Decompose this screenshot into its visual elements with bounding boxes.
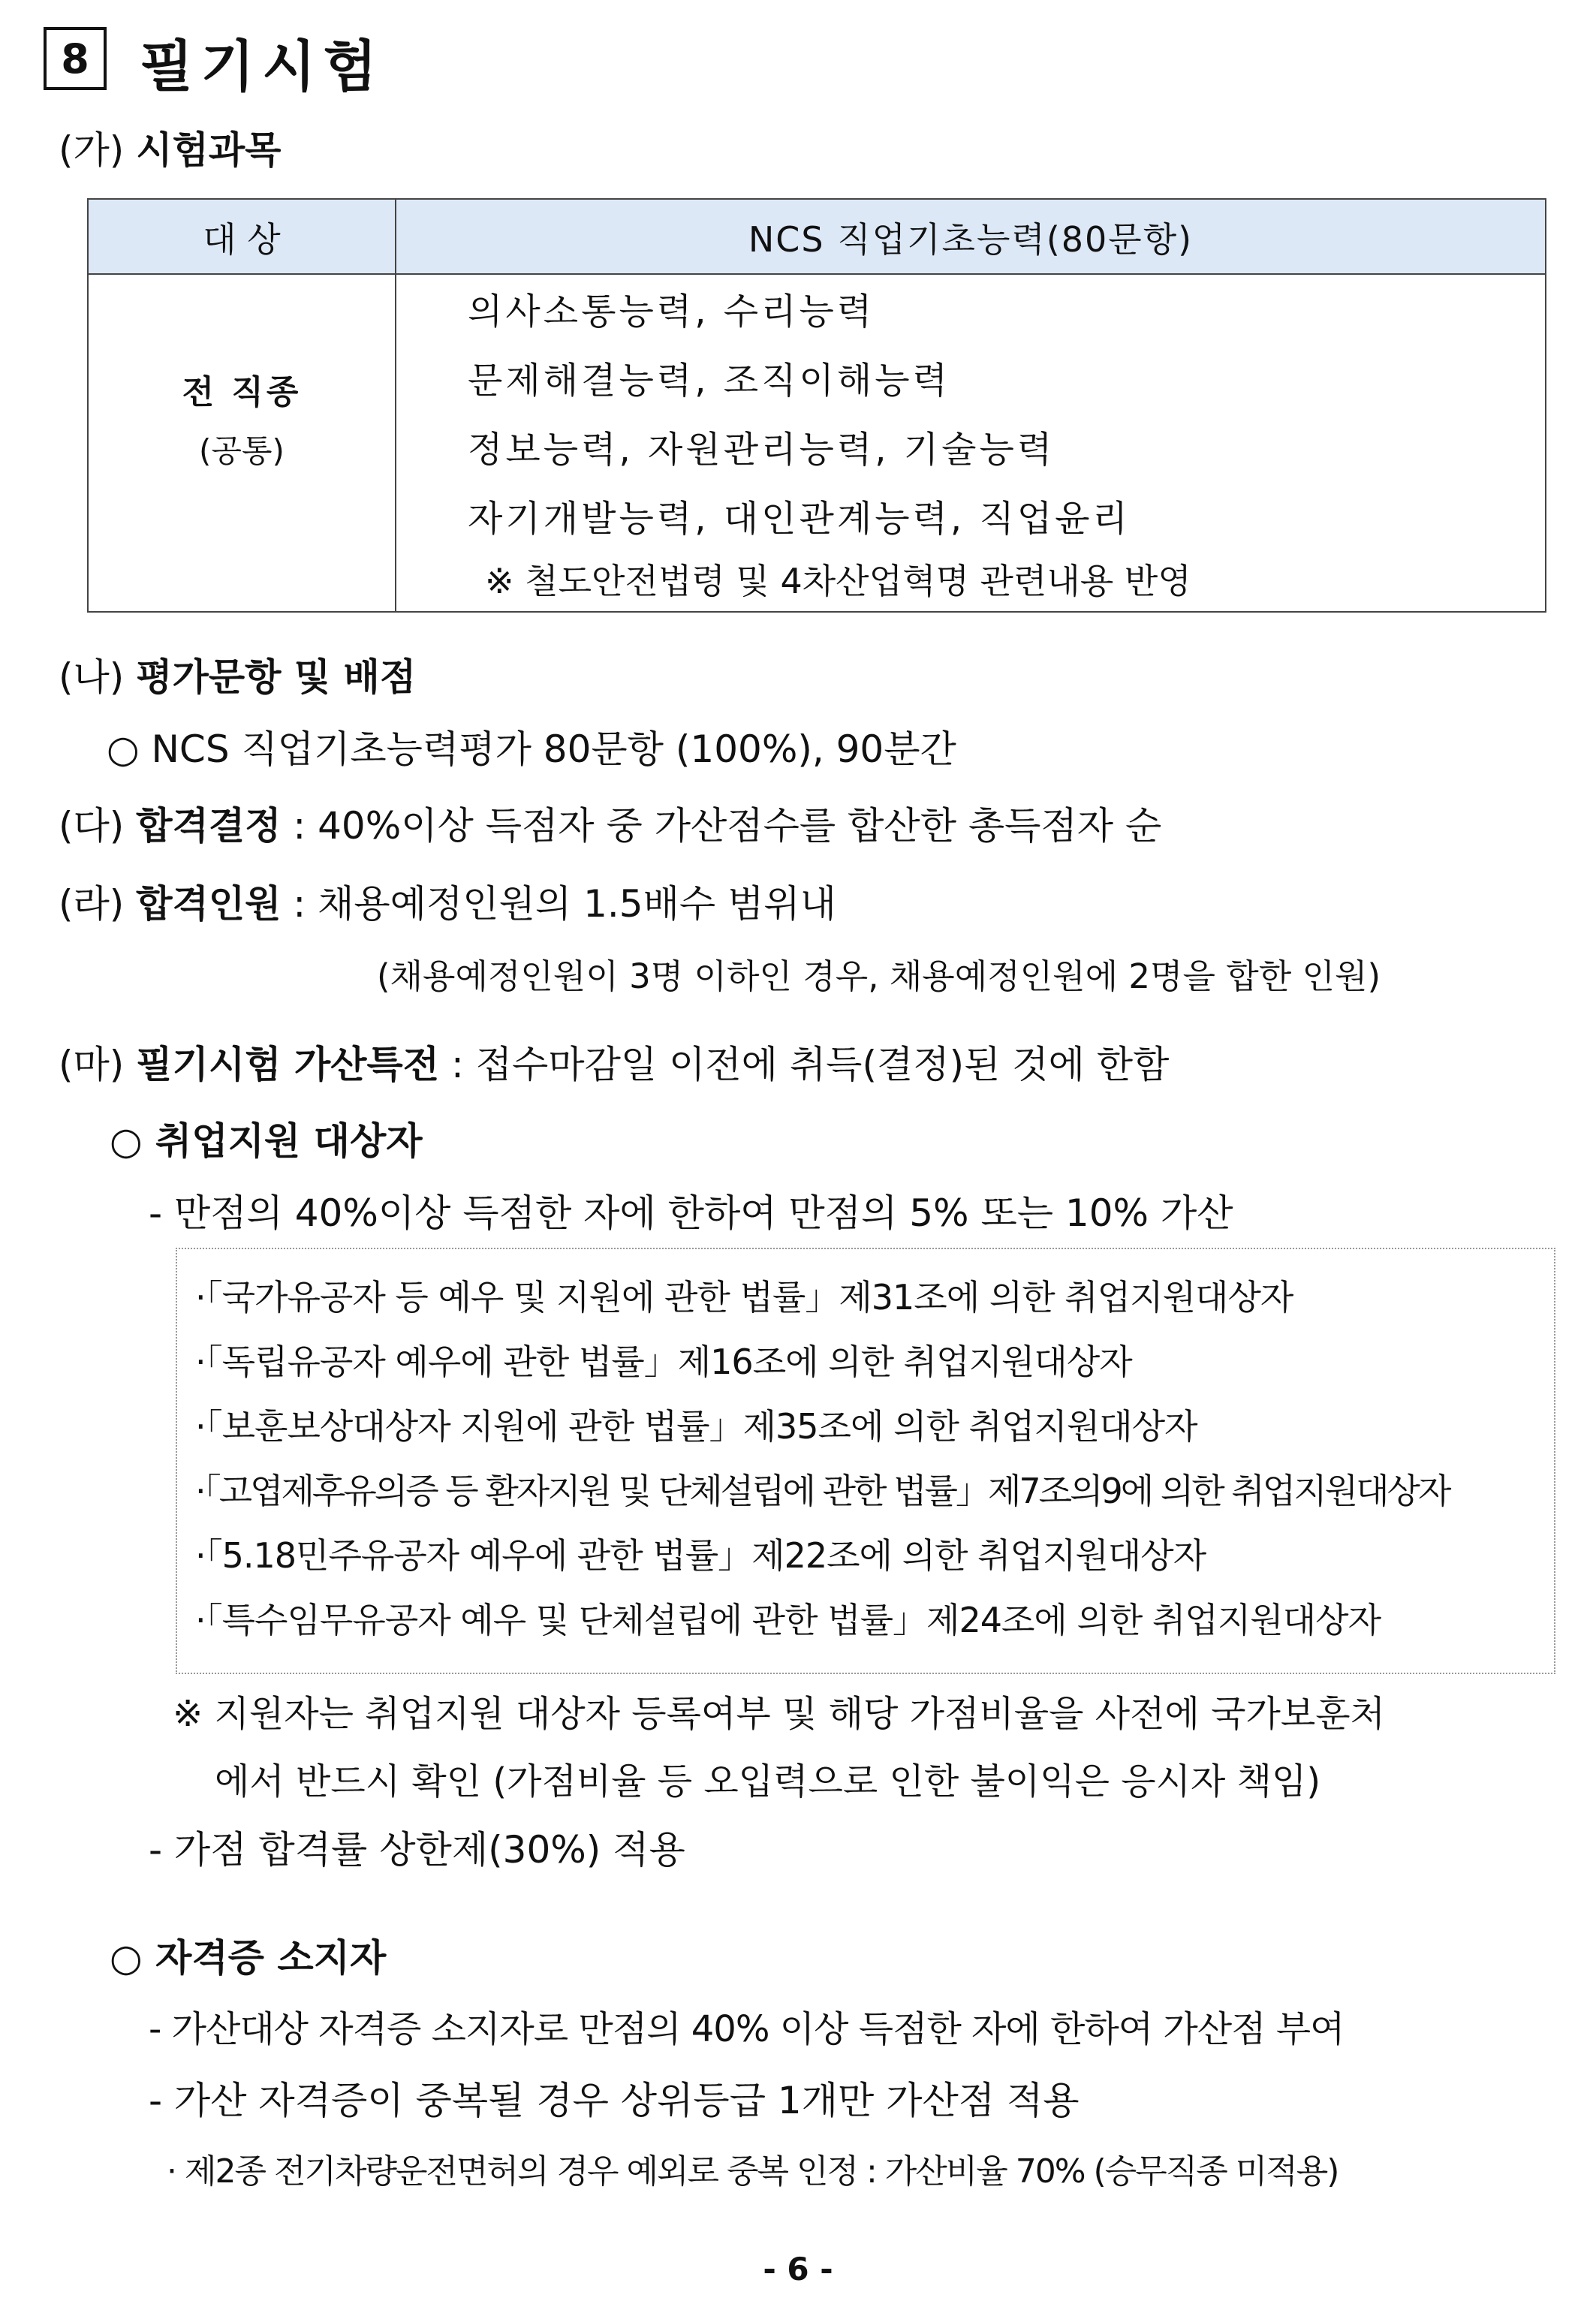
na-item: ○ NCS 직업기초능력평가 80문항 (100%), 90분간 xyxy=(107,727,956,771)
table-note: ※ 철도안전법령 및 4차산업혁명 관련내용 반영 xyxy=(485,561,1191,601)
law-item: ·「보훈보상대상자 지원에 관한 법률」제35조에 의한 취업지원대상자 xyxy=(195,1406,1197,1447)
na-heading xyxy=(59,647,416,701)
law-item: ·「고엽제후유의증 등 환자지원 및 단체설립에 관한 법률」제7조의9에 의한 취업지원대상자 xyxy=(195,1471,1450,1511)
ma-prefix: (마) xyxy=(59,1043,125,1086)
da-line xyxy=(59,796,1161,850)
ra-text: : 채용예정인원의 1.5배수 범위내 xyxy=(293,882,836,926)
da-prefix: (다) xyxy=(59,804,125,848)
cert-line2: - 가산 자격증이 중복될 경우 상위등급 1개만 가산점 적용 xyxy=(149,2079,1080,2122)
da-text: : 40%이상 득점자 중 가산점수를 합산한 총득점자 순 xyxy=(293,804,1162,848)
law-item: ·「독립유공자 예우에 관한 법률」제16조에 의한 취업지원대상자 xyxy=(195,1342,1132,1382)
na-title: 평가문항 및 배점 xyxy=(136,655,417,699)
da-title: 합격결정 xyxy=(136,804,282,848)
table-header-left: 대 상 xyxy=(203,219,281,260)
table-line: 문제해결능력, 조직이해능력 xyxy=(468,360,950,402)
na-prefix: (나) xyxy=(59,655,125,699)
law-item: ·「5.18민주유공자 예우에 관한 법률」제22조에 의한 취업지원대상자 xyxy=(195,1535,1206,1576)
support-line2: - 가점 합격률 상한제(30%) 적용 xyxy=(149,1828,685,1872)
table-target-line1: 전 직종 xyxy=(182,373,302,411)
support-title: ○ 취업지원 대상자 xyxy=(110,1119,423,1163)
table-line: 의사소통능력, 수리능력 xyxy=(468,291,875,333)
table-line: 정보능력, 자원관리능력, 기술능력 xyxy=(468,429,1055,471)
ga-title: 시험과목 xyxy=(136,128,282,172)
section-title: 필기시험 xyxy=(140,35,384,99)
cert-title: ○ 자격증 소지자 xyxy=(110,1936,387,1980)
ga-heading xyxy=(59,120,281,174)
table-target-line2: (공통) xyxy=(199,432,285,469)
ma-title: 필기시험 가산특전 xyxy=(136,1043,440,1086)
ra-prefix: (라) xyxy=(59,882,125,926)
cert-line3: · 제2종 전기차량운전면허의 경우 예외로 중복 인정 : 가산비율 70% (승무직종 미적용) xyxy=(167,2152,1339,2191)
section-number: 8 xyxy=(61,35,89,83)
table-header-right: NCS 직업기초능력(80문항) xyxy=(748,219,1194,260)
ma-text: : 접수마감일 이전에 취득(결정)된 것에 한함 xyxy=(450,1043,1170,1086)
table-line: 자기개발능력, 대인관계능력, 직업윤리 xyxy=(468,498,1131,540)
law-item: ·「특수임무유공자 예우 및 단체설립에 관한 법률」제24조에 의한 취업지원대상자 xyxy=(195,1600,1381,1640)
table-target-cell xyxy=(89,275,395,613)
ga-prefix: (가) xyxy=(59,128,125,172)
law-item: ·「국가유공자 등 예우 및 지원에 관한 법률」제31조에 의한 취업지원대상자 xyxy=(195,1277,1293,1318)
support-law-box xyxy=(176,1248,1555,1674)
ra-line xyxy=(59,874,836,928)
ra-title: 합격인원 xyxy=(136,882,282,926)
support-line1: - 만점의 40%이상 득점한 자에 한하여 만점의 5% 또는 10% 가산 xyxy=(149,1191,1233,1235)
section-number-box xyxy=(44,27,107,90)
subject-table xyxy=(87,198,1546,613)
ra-sub: (채용예정인원이 3명 이하인 경우, 채용예정인원에 2명을 합한 인원) xyxy=(377,956,1381,996)
ma-line xyxy=(59,1035,1169,1089)
support-note2: 에서 반드시 확인 (가점비율 등 오입력으로 인한 불이익은 응시자 책임) xyxy=(215,1760,1321,1803)
cert-line1: - 가산대상 자격증 소지자로 만점의 40% 이상 득점한 자에 한하여 가산점 부여 xyxy=(149,2008,1345,2050)
page-number: - 6 - xyxy=(763,2251,833,2287)
support-note1: ※ 지원자는 취업지원 대상자 등록여부 및 해당 가점비율을 사전에 국가보훈처 xyxy=(173,1693,1385,1735)
